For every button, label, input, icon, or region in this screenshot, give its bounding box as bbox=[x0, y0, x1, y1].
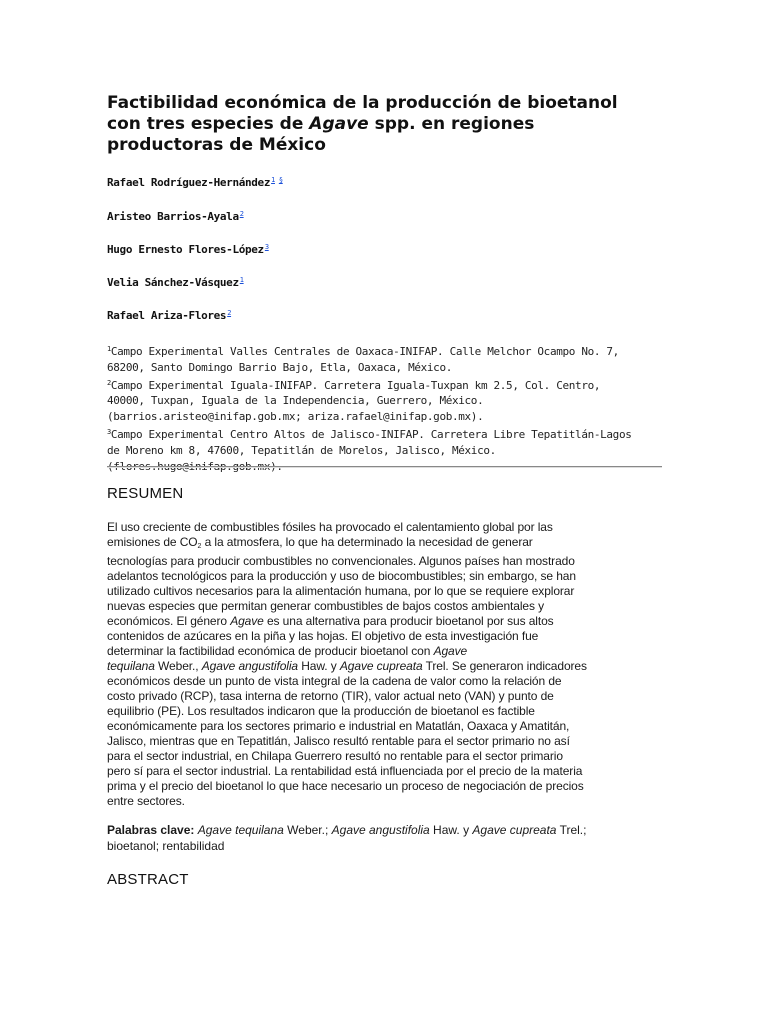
resumen-line: entre sectores. bbox=[107, 794, 185, 808]
author-name: Rafael Ariza-Flores bbox=[107, 309, 227, 322]
resumen-line bbox=[107, 535, 667, 554]
species-name: Agave bbox=[433, 644, 468, 658]
keywords-line bbox=[107, 822, 667, 838]
resumen-text: a la atmosfera, lo que ha determinado la necesidad de generar bbox=[201, 535, 533, 549]
affiliation-3-email: (flores.hugo@inifap.gob.mx). bbox=[107, 459, 283, 473]
keywords bbox=[107, 822, 667, 854]
section-divider bbox=[107, 466, 662, 468]
author-name: Velia Sánchez-Vásquez bbox=[107, 276, 239, 289]
keywords-label: Palabras clave: bbox=[107, 823, 195, 837]
resumen-text: Haw. y bbox=[298, 659, 340, 673]
affiliation-ref-link[interactable]: 1 bbox=[239, 276, 244, 284]
keyword-text: Weber.; bbox=[283, 823, 332, 837]
affiliation-number: 3 bbox=[107, 427, 111, 436]
resumen-line: Jalisco, mientras que en Tepatitlán, Jalisco resultó rentable para el sector primario no así bbox=[107, 734, 570, 748]
affiliation-ref-link[interactable]: 2 bbox=[239, 210, 244, 218]
resumen-line: adelantos tecnológicos para la producción y uso de biocombustibles; sin embargo, se han bbox=[107, 569, 576, 583]
keyword: Agave angustifolia bbox=[331, 823, 430, 837]
resumen-line: económicamente para los sectores primario e industrial en Matatlán, Oaxaca y Amatitán, bbox=[107, 719, 570, 733]
resumen-text: económicos. El género bbox=[107, 614, 231, 628]
affiliation-ref-link[interactable]: 1 bbox=[271, 176, 275, 184]
author-5 bbox=[107, 309, 231, 322]
resumen-line: nuevas especies que permitan generar combustibles de bajos costos ambientales y bbox=[107, 599, 545, 613]
author-name: Hugo Ernesto Flores-López bbox=[107, 243, 264, 256]
affiliation-1-line bbox=[107, 342, 667, 360]
affiliation-number: 2 bbox=[107, 378, 111, 387]
resumen-line: prima y el precio del bioetanol lo que hace necesario un proceso de negociación de precios bbox=[107, 779, 584, 793]
keyword-text: Haw. y bbox=[429, 823, 473, 837]
affiliation-2-line bbox=[107, 376, 667, 394]
resumen-line bbox=[107, 644, 667, 659]
title-line-3: productoras de México bbox=[107, 135, 326, 155]
keyword-text: Trel.; bbox=[556, 823, 587, 837]
title-text: con tres especies de bbox=[107, 114, 310, 134]
resumen-text: determinar la factibilidad económica de producir bioetanol con bbox=[107, 644, 434, 658]
affiliations bbox=[107, 342, 667, 474]
corresponding-author-link[interactable]: § bbox=[278, 176, 283, 184]
affiliation-3-line bbox=[107, 425, 667, 443]
affiliation-1-line: 68200, Santo Domingo Barrio Bajo, Etla, Oaxaca, México. bbox=[107, 360, 452, 374]
author-3 bbox=[107, 243, 269, 256]
keyword: Agave tequilana bbox=[197, 823, 284, 837]
title-genus: Agave bbox=[309, 114, 369, 134]
species-name: Agave angustifolia bbox=[201, 659, 298, 673]
affiliation-ref-link[interactable]: 3 bbox=[264, 243, 269, 251]
affiliation-text: Campo Experimental Iguala-INIFAP. Carretera Iguala-Tuxpan km 2.5, Col. Centro, bbox=[110, 378, 601, 392]
resumen-line: para el sector industrial, en Chilapa Guerrero resultó no rentable para el sector primario bbox=[107, 749, 563, 763]
resumen-line bbox=[107, 659, 667, 674]
author-4 bbox=[107, 276, 244, 289]
resumen-line: económicos desde un punto de vista integral de la cadena de valor como la relación de bbox=[107, 674, 562, 688]
affiliation-3-line: de Moreno km 8, 47600, Tepatitlán de Morelos, Jalisco, México. bbox=[107, 443, 496, 457]
resumen-heading: RESUMEN bbox=[107, 485, 184, 502]
affiliation-text: Campo Experimental Valles Centrales de Oaxaca-INIFAP. Calle Melchor Ocampo No. 7, bbox=[110, 345, 619, 358]
title-text: spp. en regiones bbox=[368, 114, 535, 134]
affiliation-text: Campo Experimental Centro Altos de Jalisco-INIFAP. Carretera Libre Tepatitlán-Lagos bbox=[110, 427, 632, 441]
resumen-text: Weber., bbox=[154, 659, 202, 673]
resumen-line: costo privado (RCP), tasa interna de retorno (TIR), valor actual neto (VAN) y punto de bbox=[107, 689, 554, 703]
resumen-body bbox=[107, 520, 667, 809]
title-line-2 bbox=[107, 114, 667, 135]
resumen-text: Trel. Se generaron indicadores bbox=[422, 659, 587, 673]
title-line-1: Factibilidad económica de la producción de bioetanol bbox=[107, 93, 618, 113]
resumen-line: contenidos de azúcares en la piña y las hojas. El objetivo de esta investigación fue bbox=[107, 629, 539, 643]
affiliation-ref-link[interactable]: 2 bbox=[227, 309, 232, 317]
resumen-line bbox=[107, 614, 667, 629]
author-name: Aristeo Barrios-Ayala bbox=[107, 210, 239, 223]
author-name: Rafael Rodríguez-Hernández bbox=[107, 176, 271, 189]
abstract-heading: ABSTRACT bbox=[107, 871, 189, 888]
resumen-line: El uso creciente de combustibles fósiles ha provocado el calentamiento global por las bbox=[107, 520, 553, 534]
resumen-line: tecnologías para producir combustibles no convencionales. Algunos países han mostrado bbox=[107, 554, 575, 568]
resumen-text: es una alternativa para producir bioetanol por sus altos bbox=[263, 614, 554, 628]
resumen-line: equilibrio (PE). Los resultados indicaron que la producción de bioetanol es factible bbox=[107, 704, 535, 718]
species-name: Agave bbox=[230, 614, 264, 628]
affiliation-2-line: 40000, Tuxpan, Iguala de la Independencia, Guerrero, México. bbox=[107, 394, 484, 408]
affiliation-number: 1 bbox=[107, 345, 111, 353]
keywords-line: bioetanol; rentabilidad bbox=[107, 839, 225, 853]
keyword: Agave cupreata bbox=[472, 823, 557, 837]
species-name: tequilana bbox=[107, 659, 155, 673]
resumen-text: emisiones de CO bbox=[107, 535, 198, 549]
author-1 bbox=[107, 176, 283, 189]
affiliation-2-email: (barrios.aristeo@inifap.gob.mx; ariza.rafael@inifap.gob.mx). bbox=[107, 410, 484, 424]
species-name: Agave cupreata bbox=[339, 659, 423, 673]
resumen-line: utilizado cultivos necesarios para la alimentación humana, por lo que se requiere explorar bbox=[107, 584, 575, 598]
resumen-line: pero sí para el sector industrial. La rentabilidad está influenciada por el precio de la materia bbox=[107, 764, 583, 778]
article-title bbox=[107, 93, 667, 156]
co2-subscript: 2 bbox=[197, 543, 202, 550]
author-2 bbox=[107, 210, 244, 223]
